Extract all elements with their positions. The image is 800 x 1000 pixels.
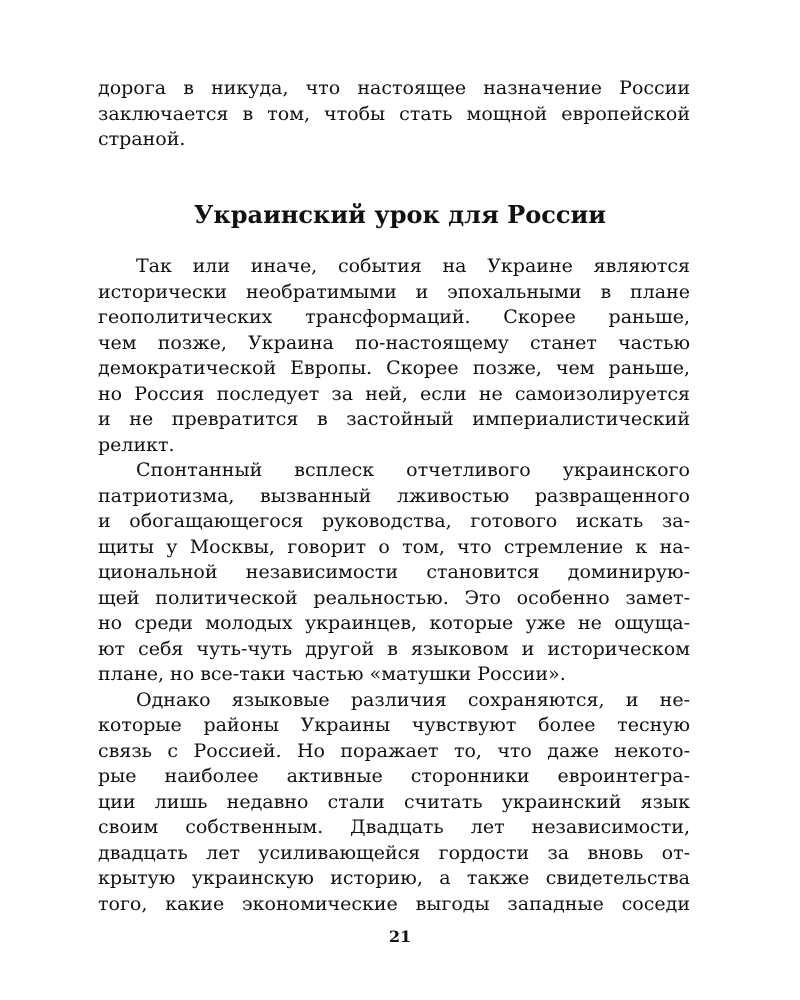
text-line: ют себя чуть-чуть другой в языковом и историческом: [98, 637, 690, 660]
text-line: которые районы Украины чувствуют более тесную: [98, 714, 690, 736]
text-line: щиты у Москвы, говорит о том, что стремление к на-: [98, 535, 690, 558]
section-title: Украинский урок для России: [193, 200, 607, 229]
text-line: Так или иначе, события на Украине являются: [136, 255, 690, 277]
text-line: но среди молодых украинцев, которые уже не ощуща-: [98, 612, 690, 634]
text-line: ции лишь недавно стали считать украинский язык: [98, 790, 690, 813]
text-line: исторически необратимыми и эпохальными в плане: [98, 280, 690, 303]
text-line: и обогащающегося руководства, готового искать за-: [98, 510, 690, 532]
text-line: дорога в никуда, что настоящее назначение России: [98, 77, 690, 99]
text-line: заключается в том, чтобы стать мощной европейской: [98, 102, 690, 125]
text-line: Однако языковые различия сохраняются, и не-: [136, 688, 690, 711]
paragraph-3: [98, 688, 690, 918]
text-line: реликт.: [98, 433, 175, 456]
section-body: [98, 254, 690, 917]
text-line: и не превратится в застойный империалистический: [98, 408, 690, 430]
page-number: 21: [388, 927, 412, 946]
paragraph-2: [98, 458, 690, 688]
text-line: плане, но все-таки частью «матушки России».: [98, 663, 566, 685]
paragraph-1: [98, 254, 690, 458]
text-line: того, какие экономические выгоды западные соседи: [98, 892, 690, 915]
text-line: страной.: [98, 128, 186, 150]
text-line: но Россия последует за ней, если не самоизолируется: [98, 382, 690, 405]
text-line: своим собственным. Двадцать лет независимости,: [98, 816, 690, 838]
text-line: Спонтанный всплеск отчетливого украинского: [136, 459, 690, 481]
text-line: щей политической реальностью. Это особенно замет-: [98, 586, 690, 609]
text-line: связь с Россией. Но поражает то, что даже некото-: [98, 739, 690, 762]
text-line: геополитических трансформаций. Скорее раньше,: [98, 306, 690, 328]
text-line: рые наиболее активные сторонники евроинтегра-: [98, 765, 690, 787]
text-line: чем позже, Украина по-настоящему станет частью: [98, 331, 690, 354]
text-line: демократической Европы. Скорее позже, чем раньше,: [98, 357, 690, 379]
intro-block: [98, 76, 690, 153]
text-line: патриотизма, вызванный лживостью развращенного: [98, 484, 690, 507]
text-line: двадцать лет усиливающейся гордости за вновь от-: [98, 841, 690, 864]
text-line: циональной независимости становится доминирую-: [98, 561, 690, 583]
text-line: крытую украинскую историю, а также свидетельства: [98, 867, 690, 889]
